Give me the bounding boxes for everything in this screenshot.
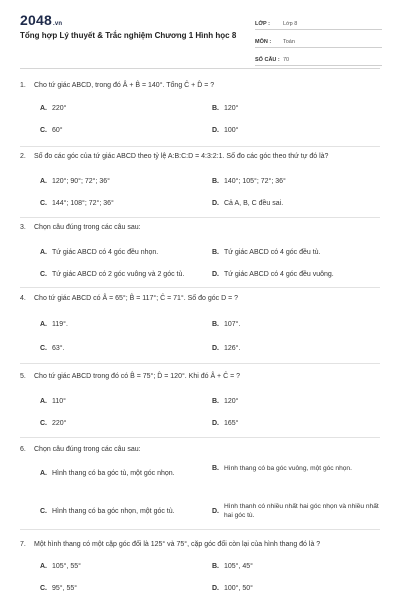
option-d[interactable]: D. 100°, 50° <box>212 585 253 592</box>
option-d[interactable]: D. 126°. <box>212 345 241 352</box>
question-text: Số đo các góc của tứ giác ABCD theo tỷ lệ A:B:C:D = 4:3:2:1. Số đo các góc theo thứ tự đó là? <box>34 153 329 160</box>
option-a[interactable]: A. Hình thang có ba góc tù, một góc nhọn. <box>40 470 175 477</box>
option-a[interactable]: A. 105°, 55° <box>40 563 81 570</box>
option-a[interactable]: A. Tứ giác ABCD có 4 góc đều nhọn. <box>40 249 159 256</box>
question-5: 5. Cho tứ giác ABCD trong đó có B̂ = 75°; D̂ = 120°. Khi đó Â + Ĉ = ? A. 110° B. 120° C. 220° D. 165° <box>20 373 380 380</box>
option-b[interactable]: B. 107°. <box>212 321 241 328</box>
question-3: 3. Chọn câu đúng trong các câu sau: A. Tứ giác ABCD có 4 góc đều nhọn. B. Tứ giác ABCD có 4 góc đều tù. C. Tứ giác ABCD có 2 góc vuông và 2 góc tù. D. Tứ giác ABCD có 4 góc đều vuông. <box>20 224 380 231</box>
option-b[interactable]: B. Tứ giác ABCD có 4 góc đều tù. <box>212 249 321 256</box>
option-c[interactable]: C. 220° <box>40 420 67 427</box>
site-logo[interactable]: 2048.vn <box>20 12 63 28</box>
question-6: 6. Chọn câu đúng trong các câu sau: A. Hình thang có ba góc tù, một góc nhọn. B. Hình thang có ba góc vuông, một góc nhọn. C. Hình thang có ba góc nhọn, một góc tù. D. Hình thanh có nhiều nhất hai góc nhọn và nhiều nhất hai góc tù. <box>20 446 380 453</box>
option-b[interactable]: B. 120° <box>212 398 239 405</box>
option-c[interactable]: C. 144°; 108°; 72°; 36° <box>40 200 114 207</box>
question-7: 7. Một hình thang có một cặp góc đối là 125° và 75°, cặp góc đối còn lại của hình thang đó là ? A. 105°, 55° B. 105°, 45° C. 95°, 55° D. 100°, 50° <box>20 541 380 548</box>
option-d[interactable]: D. 100° <box>212 127 239 134</box>
question-4: 4. Cho tứ giác ABCD có Â = 65°; B̂ = 117°; Ĉ = 71°. Số đo góc D = ? A. 119°. B. 107°. C. 63°. D. 126°. <box>20 295 380 302</box>
option-b[interactable]: B. Hình thang có ba góc vuông, một góc nhọn. <box>212 465 352 472</box>
option-b[interactable]: B. 120° <box>212 105 239 112</box>
option-d[interactable]: D. 165° <box>212 420 239 427</box>
meta-row-subject: MÔN : Toán <box>255 32 382 48</box>
option-a[interactable]: A. 110° <box>40 398 66 405</box>
meta-row-class: LỚP : Lớp 8 <box>255 14 382 30</box>
option-c[interactable]: C. 60° <box>40 127 63 134</box>
option-c[interactable]: C. Hình thang có ba góc nhọn, một góc tù. <box>40 508 175 515</box>
question-divider <box>20 363 380 364</box>
question-text: Chọn câu đúng trong các câu sau: <box>34 224 141 231</box>
option-d[interactable]: D. Hình thanh có nhiều nhất hai góc nhọn và nhiều nhất hai góc tù. <box>212 503 379 519</box>
document-title: Tổng hợp Lý thuyết & Trắc nghiệm Chương 1 Hình học 8 <box>20 31 237 40</box>
option-a[interactable]: A. 120°; 90°; 72°; 36° <box>40 178 110 185</box>
option-a[interactable]: A. 119°. <box>40 321 68 328</box>
option-d[interactable]: D. Tứ giác ABCD có 4 góc đều vuông. <box>212 271 334 278</box>
question-text: Cho tứ giác ABCD, trong đó Â + B̂ = 140°. Tổng Ĉ + D̂ = ? <box>34 82 215 89</box>
header-divider <box>20 68 380 69</box>
question-text: Cho tứ giác ABCD trong đó có B̂ = 75°; D̂ = 120°. Khi đó Â + Ĉ = ? <box>34 373 241 380</box>
question-divider <box>20 217 380 218</box>
question-divider <box>20 529 380 530</box>
question-divider <box>20 437 380 438</box>
option-b[interactable]: B. 105°, 45° <box>212 563 253 570</box>
option-c[interactable]: C. Tứ giác ABCD có 2 góc vuông và 2 góc tù. <box>40 271 185 278</box>
document-meta <box>255 14 382 68</box>
question-divider <box>20 146 380 147</box>
question-1: 1. Cho tứ giác ABCD, trong đó Â + B̂ = 140°. Tổng Ĉ + D̂ = ? A. 220° B. 120° C. 60° D. 100° <box>20 82 380 89</box>
option-d[interactable]: D. Cả A, B, C đều sai. <box>212 200 284 207</box>
question-text: Cho tứ giác ABCD có Â = 65°; B̂ = 117°; Ĉ = 71°. Số đo góc D = ? <box>34 295 239 302</box>
option-c[interactable]: C. 95°, 55° <box>40 585 78 592</box>
question-2: 2. Số đo các góc của tứ giác ABCD theo tỷ lệ A:B:C:D = 4:3:2:1. Số đo các góc theo thứ tự đó là? A. 120°; 90°; 72°; 36° B. 140°; 105°; 72°; 36° C. 144°; 108°; 72°; 36° D. Cả A, B, C đều sai. <box>20 153 380 160</box>
meta-row-count: SỐ CÂU : 70 <box>255 50 382 66</box>
option-b[interactable]: B. 140°; 105°; 72°; 36° <box>212 178 286 185</box>
option-c[interactable]: C. 63°. <box>40 345 65 352</box>
question-text: Chọn câu đúng trong các câu sau: <box>34 446 141 453</box>
question-divider <box>20 287 380 288</box>
question-text: Một hình thang có một cặp góc đối là 125° và 75°, cặp góc đối còn lại của hình thang đó là ? <box>34 541 321 548</box>
option-a[interactable]: A. 220° <box>40 105 67 112</box>
